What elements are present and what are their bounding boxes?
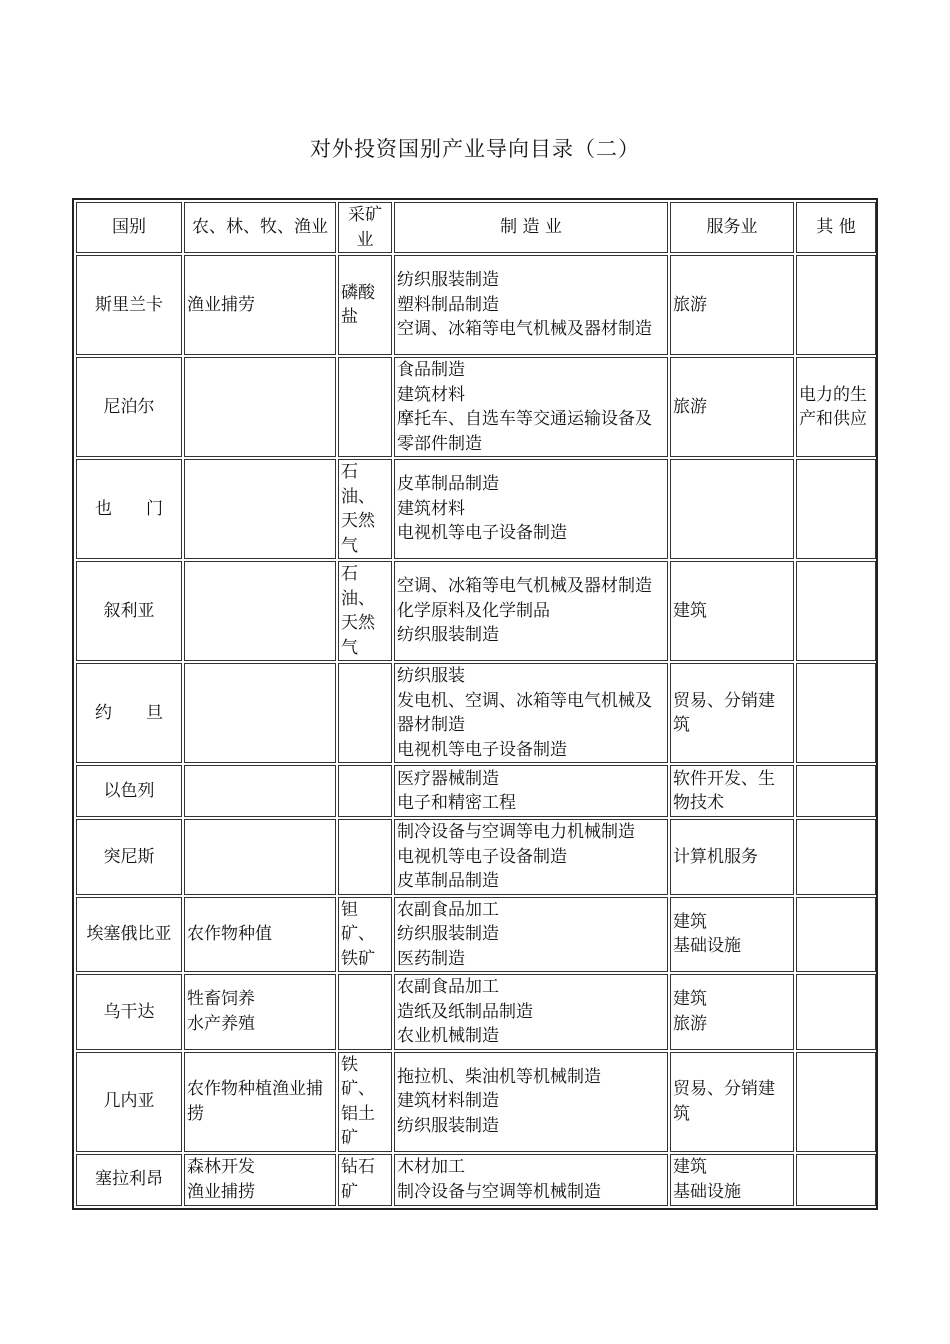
mining-item: 铁矿、铝土矿 xyxy=(341,1054,375,1148)
header-other: 其 他 xyxy=(796,202,876,253)
services-item: 旅游 xyxy=(673,294,707,315)
table-row xyxy=(76,1052,876,1152)
other-cell xyxy=(796,561,876,661)
agri-item: 农作物种值 xyxy=(187,924,272,944)
manufacturing-item: 空调、冰箱等电气机械及器材制造 xyxy=(397,319,652,340)
services-item: 软件开发、生物技术 xyxy=(673,768,775,813)
mining-cell xyxy=(338,663,392,763)
manufacturing-item: 建筑材料 xyxy=(397,384,465,405)
header-agriculture: 农、林、牧、渔业 xyxy=(184,202,336,253)
table-row xyxy=(76,1154,876,1206)
manufacturing-cell xyxy=(394,974,668,1050)
services-cell xyxy=(670,1154,794,1206)
agri-item: 农作物种植渔业捕捞 xyxy=(187,1079,323,1124)
manufacturing-cell xyxy=(394,765,668,817)
services-item: 基础设施 xyxy=(673,936,741,957)
table-row xyxy=(76,561,876,661)
agri-cell xyxy=(184,1052,336,1152)
country-cell: 埃塞俄比亚 xyxy=(76,897,182,973)
country-cell: 突尼斯 xyxy=(76,819,182,895)
services-item: 旅游 xyxy=(673,1013,707,1034)
manufacturing-item: 拖拉机、柴油机等机械制造 xyxy=(397,1066,601,1087)
agri-cell xyxy=(184,819,336,895)
mining-cell xyxy=(338,459,392,559)
manufacturing-cell xyxy=(394,561,668,661)
manufacturing-cell xyxy=(394,1052,668,1152)
table-row xyxy=(76,459,876,559)
mining-item: 石油、天然气 xyxy=(341,564,375,658)
manufacturing-item: 木材加工 xyxy=(397,1157,465,1177)
services-item: 贸易、分销建筑 xyxy=(673,690,775,735)
country-cell: 几内亚 xyxy=(76,1052,182,1152)
other-cell xyxy=(796,357,876,457)
table-row xyxy=(76,974,876,1050)
services-cell xyxy=(670,897,794,973)
country-cell: 约 旦 xyxy=(76,663,182,763)
manufacturing-item: 纺织服装制造 xyxy=(397,625,499,646)
table-body xyxy=(76,255,876,1206)
services-item: 建筑 xyxy=(673,600,707,621)
mining-cell xyxy=(338,819,392,895)
services-item: 贸易、分销建筑 xyxy=(673,1079,775,1124)
header-country: 国别 xyxy=(76,202,182,253)
manufacturing-item: 皮革制品制造 xyxy=(397,871,499,891)
agri-cell xyxy=(184,561,336,661)
agri-cell xyxy=(184,357,336,457)
agri-item: 水产养殖 xyxy=(187,1013,255,1034)
manufacturing-item: 电视机等电子设备制造 xyxy=(397,523,567,544)
document-title: 对外投资国别产业导向目录（二） xyxy=(310,137,640,161)
manufacturing-item: 塑料制品制造 xyxy=(397,294,499,315)
header-services: 服务业 xyxy=(670,202,794,253)
mining-cell xyxy=(338,357,392,457)
mining-item: 钽矿、铁矿 xyxy=(341,899,375,969)
manufacturing-item: 制冷设备与空调等机械制造 xyxy=(397,1181,601,1202)
table-row xyxy=(76,255,876,355)
agri-cell xyxy=(184,255,336,355)
manufacturing-item: 纺织服装制造 xyxy=(397,1115,499,1136)
manufacturing-item: 纺织服装 xyxy=(397,666,465,686)
services-item: 旅游 xyxy=(673,396,707,417)
manufacturing-item: 皮革制品制造 xyxy=(397,474,499,495)
other-cell xyxy=(796,765,876,817)
manufacturing-item: 摩托车、自选车等交通运输设备及零部件制造 xyxy=(397,409,652,454)
other-cell xyxy=(796,974,876,1050)
manufacturing-item: 发电机、空调、冰箱等电气机械及器材制造 xyxy=(397,690,652,735)
manufacturing-item: 农副食品加工 xyxy=(397,977,499,997)
services-item: 建筑 xyxy=(673,989,707,1010)
services-item: 基础设施 xyxy=(673,1181,741,1202)
agri-cell xyxy=(184,765,336,817)
table-row xyxy=(76,663,876,763)
services-cell xyxy=(670,974,794,1050)
other-cell xyxy=(796,1154,876,1206)
manufacturing-item: 电视机等电子设备制造 xyxy=(397,739,567,760)
manufacturing-cell xyxy=(394,459,668,559)
mining-item: 石油、天然气 xyxy=(341,462,375,556)
country-cell: 也 门 xyxy=(76,459,182,559)
other-cell xyxy=(796,897,876,973)
investment-guide-table xyxy=(72,198,878,1210)
agri-cell xyxy=(184,663,336,763)
mining-cell xyxy=(338,897,392,973)
manufacturing-cell xyxy=(394,357,668,457)
agri-cell xyxy=(184,897,336,973)
manufacturing-item: 建筑材料 xyxy=(397,498,465,519)
services-item: 建筑 xyxy=(673,911,707,932)
header-manufacturing: 制 造 业 xyxy=(394,202,668,253)
other-cell xyxy=(796,819,876,895)
manufacturing-item: 建筑材料制造 xyxy=(397,1091,499,1112)
services-cell xyxy=(670,357,794,457)
manufacturing-item: 电视机等电子设备制造 xyxy=(397,846,567,867)
manufacturing-item: 农业机械制造 xyxy=(397,1026,499,1046)
manufacturing-cell xyxy=(394,897,668,973)
services-item: 计算机服务 xyxy=(673,846,758,867)
manufacturing-cell xyxy=(394,1154,668,1206)
services-cell xyxy=(670,459,794,559)
services-cell xyxy=(670,765,794,817)
services-cell xyxy=(670,255,794,355)
mining-cell xyxy=(338,765,392,817)
mining-cell xyxy=(338,561,392,661)
manufacturing-item: 纺织服装制造 xyxy=(397,924,499,944)
agri-item: 渔业捕劳 xyxy=(187,294,255,315)
country-cell: 以色列 xyxy=(76,765,182,817)
manufacturing-item: 纺织服装制造 xyxy=(397,270,499,291)
services-cell xyxy=(670,561,794,661)
table-row xyxy=(76,765,876,817)
agri-item: 森林开发 xyxy=(187,1157,255,1177)
manufacturing-item: 食品制造 xyxy=(397,360,465,380)
table-row xyxy=(76,357,876,457)
mining-cell xyxy=(338,1154,392,1206)
agri-item: 牲畜饲养 xyxy=(187,989,255,1010)
other-cell xyxy=(796,663,876,763)
services-cell xyxy=(670,819,794,895)
other-cell xyxy=(796,459,876,559)
manufacturing-cell xyxy=(394,819,668,895)
services-cell xyxy=(670,663,794,763)
services-cell xyxy=(670,1052,794,1152)
services-item: 建筑 xyxy=(673,1157,707,1177)
other-item: 电力的生产和供应 xyxy=(799,384,867,429)
country-cell: 斯里兰卡 xyxy=(76,255,182,355)
header-mining: 采矿业 xyxy=(338,202,392,253)
manufacturing-item: 制冷设备与空调等电力机械制造 xyxy=(397,822,635,842)
mining-item: 钻石矿 xyxy=(341,1157,375,1202)
country-cell: 尼泊尔 xyxy=(76,357,182,457)
manufacturing-item: 医药制造 xyxy=(397,948,465,969)
mining-item: 磷酸盐 xyxy=(341,282,375,327)
agri-cell xyxy=(184,459,336,559)
manufacturing-cell xyxy=(394,255,668,355)
other-cell xyxy=(796,255,876,355)
agri-cell xyxy=(184,974,336,1050)
manufacturing-item: 农副食品加工 xyxy=(397,899,499,920)
manufacturing-item: 医疗器械制造 xyxy=(397,768,499,789)
agri-cell xyxy=(184,1154,336,1206)
manufacturing-cell xyxy=(394,663,668,763)
manufacturing-item: 造纸及纸制品制造 xyxy=(397,1001,533,1022)
table-row xyxy=(76,897,876,973)
other-cell xyxy=(796,1052,876,1152)
country-cell: 塞拉利昂 xyxy=(76,1154,182,1206)
manufacturing-item: 化学原料及化学制品 xyxy=(397,600,550,621)
table-row xyxy=(76,819,876,895)
mining-cell xyxy=(338,1052,392,1152)
header-row xyxy=(76,202,876,253)
agri-item: 渔业捕捞 xyxy=(187,1181,255,1202)
manufacturing-item: 空调、冰箱等电气机械及器材制造 xyxy=(397,576,652,597)
mining-cell xyxy=(338,255,392,355)
country-cell: 乌干达 xyxy=(76,974,182,1050)
mining-cell xyxy=(338,974,392,1050)
country-cell: 叙利亚 xyxy=(76,561,182,661)
manufacturing-item: 电子和精密工程 xyxy=(397,793,516,813)
